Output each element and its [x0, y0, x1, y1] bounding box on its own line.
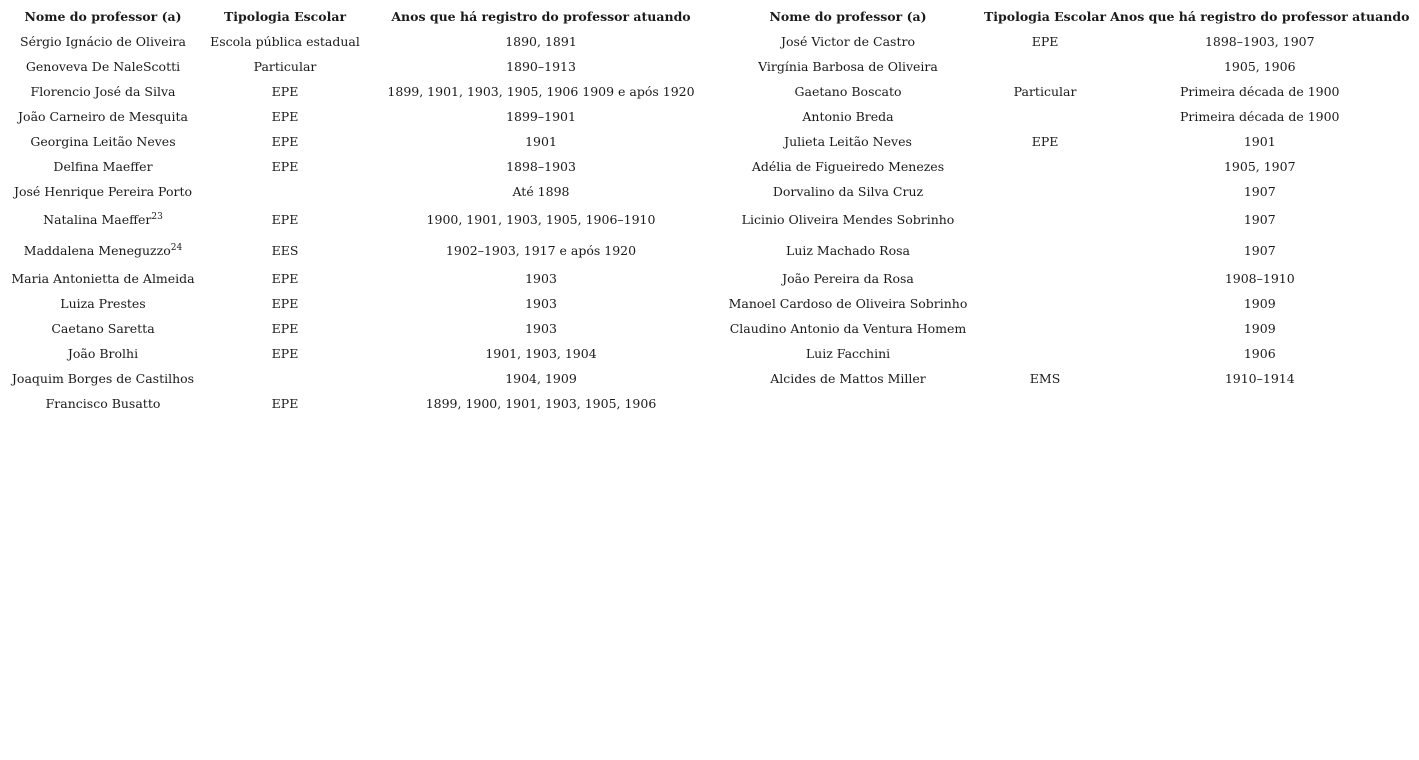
- teacher-name-text: Georgina Leitão Neves: [30, 134, 176, 149]
- footnote-marker: 24: [170, 242, 183, 253]
- years-cell: 1900, 1901, 1903, 1905, 1906–1910: [426, 212, 656, 227]
- school-type-cell: EPE: [1031, 134, 1059, 149]
- table-row: [4, 366, 1411, 391]
- header-teacher-name-left: Nome do professor (a): [24, 9, 182, 24]
- table-row: [4, 204, 1411, 235]
- years-cell: 1906: [1243, 346, 1276, 361]
- header-school-type-right: Tipologia Escolar: [984, 9, 1107, 24]
- teacher-name-cell: [4, 316, 202, 341]
- header-years-left: Anos que há registro do professor atuando: [391, 9, 691, 24]
- school-type-cell: EPE: [1031, 34, 1059, 49]
- header-years-right: Anos que há registro do professor atuando: [1110, 9, 1410, 24]
- teacher-name-cell: [4, 291, 202, 316]
- school-type-cell: EPE: [271, 396, 299, 411]
- school-type-cell: [982, 266, 1108, 291]
- school-type-cell: EPE: [271, 321, 299, 336]
- years-cell: 1898–1903, 1907: [1204, 34, 1315, 49]
- years-cell: [1108, 391, 1411, 416]
- teacher-name-text: José Henrique Pereira Porto: [13, 184, 193, 199]
- years-cell: 1903: [525, 296, 557, 311]
- school-type-cell: [982, 154, 1108, 179]
- table-row: [4, 29, 1411, 54]
- table-row: [4, 391, 1411, 416]
- school-type-cell: [982, 104, 1108, 129]
- school-type-cell: [982, 204, 1108, 235]
- years-cell: 1899, 1901, 1903, 1905, 1906 1909 e após 1920: [387, 84, 695, 99]
- years-cell: 1910–1914: [1224, 371, 1295, 386]
- years-cell: 1905, 1907: [1223, 159, 1296, 174]
- years-cell: Primeira década de 1900: [1180, 84, 1340, 99]
- years-cell: Até 1898: [512, 184, 570, 199]
- teacher-name-text: Maria Antonietta de Almeida: [11, 271, 195, 286]
- years-cell: 1902–1903, 1917 e após 1920: [445, 243, 637, 258]
- teacher-name-text: Genoveva De NaleScotti: [25, 59, 181, 74]
- school-type-cell: [982, 179, 1108, 204]
- teacher-name-cell: João Pereira da Rosa: [782, 271, 914, 286]
- teacher-name-cell: [714, 391, 982, 416]
- years-cell: 1898–1903: [506, 159, 576, 174]
- teacher-name-cell: Manoel Cardoso de Oliveira Sobrinho: [728, 296, 968, 311]
- years-cell: 1909: [1243, 321, 1276, 336]
- years-cell: 1904, 1909: [505, 371, 577, 386]
- table-row: [4, 54, 1411, 79]
- teacher-name-cell: [4, 366, 202, 391]
- years-cell: 1899–1901: [506, 109, 576, 124]
- teacher-name-text: João Carneiro de Mesquita: [18, 109, 188, 124]
- school-type-cell: [982, 235, 1108, 266]
- teacher-name-cell: Luiz Machado Rosa: [786, 243, 910, 258]
- teacher-name-cell: [4, 204, 202, 235]
- school-type-cell: Particular: [1013, 84, 1077, 99]
- teacher-name-text: Delfina Maeffer: [53, 159, 153, 174]
- table-row: [4, 291, 1411, 316]
- teacher-name-cell: Dorvalino da Silva Cruz: [772, 184, 924, 199]
- teacher-name-cell: [4, 54, 202, 79]
- years-cell: 1890, 1891: [505, 34, 577, 49]
- teacher-name-cell: [4, 179, 202, 204]
- teacher-name-cell: José Victor de Castro: [781, 34, 915, 49]
- header-row: [4, 4, 1411, 29]
- school-type-cell: EES: [271, 243, 299, 258]
- teacher-name-cell: Adélia de Figueiredo Menezes: [751, 159, 945, 174]
- years-cell: 1908–1910: [1224, 271, 1295, 286]
- teacher-name-cell: Virgínia Barbosa de Oliveira: [758, 59, 938, 74]
- years-cell: 1907: [1243, 184, 1276, 199]
- teacher-name-cell: Claudino Antonio da Ventura Homem: [729, 321, 967, 336]
- table-row: [4, 104, 1411, 129]
- years-cell: 1890–1913: [506, 59, 576, 74]
- table-row: [4, 341, 1411, 366]
- school-type-cell: [982, 316, 1108, 341]
- school-type-cell: EPE: [271, 296, 299, 311]
- table-row: [4, 79, 1411, 104]
- header-teacher-name-right: Nome do professor (a): [769, 9, 927, 24]
- school-type-cell: Escola pública estadual: [210, 34, 360, 49]
- teacher-name-cell: [4, 129, 202, 154]
- teacher-name-text: Sérgio Ignácio de Oliveira: [20, 34, 186, 49]
- school-type-cell: [982, 291, 1108, 316]
- teacher-name-text: João Brolhi: [67, 346, 139, 361]
- school-type-cell: [202, 179, 368, 204]
- school-type-cell: [982, 391, 1108, 416]
- table-row: [4, 179, 1411, 204]
- table-row: [4, 154, 1411, 179]
- school-type-cell: [982, 54, 1108, 79]
- years-cell: 1907: [1243, 243, 1276, 258]
- school-type-cell: EPE: [271, 84, 299, 99]
- school-type-cell: Particular: [253, 59, 317, 74]
- years-cell: 1907: [1243, 212, 1276, 227]
- teacher-name-text: Francisco Busatto: [45, 396, 161, 411]
- school-type-cell: [982, 341, 1108, 366]
- teacher-name-cell: [4, 104, 202, 129]
- school-type-cell: EPE: [271, 109, 299, 124]
- years-cell: 1901: [525, 134, 557, 149]
- teacher-name-text: Joaquim Borges de Castilhos: [11, 371, 195, 386]
- header-school-type-left: Tipologia Escolar: [223, 9, 347, 24]
- table-row: [4, 129, 1411, 154]
- table-row: [4, 235, 1411, 266]
- school-type-cell: EPE: [271, 134, 299, 149]
- table-row: [4, 316, 1411, 341]
- school-type-cell: EMS: [1029, 371, 1061, 386]
- teacher-name-cell: [4, 391, 202, 416]
- years-cell: Primeira década de 1900: [1180, 109, 1340, 124]
- teacher-name-text: Maddalena Meneguzzo: [23, 243, 171, 258]
- teacher-name-cell: Gaetano Boscato: [794, 84, 902, 99]
- teacher-name-text: Caetano Saretta: [51, 321, 155, 336]
- school-type-cell: EPE: [271, 159, 299, 174]
- teacher-name-cell: Licinio Oliveira Mendes Sobrinho: [741, 212, 955, 227]
- school-type-cell: EPE: [271, 346, 299, 361]
- teacher-name-cell: [4, 79, 202, 104]
- footnote-marker: 23: [151, 211, 163, 222]
- teacher-name-cell: [4, 341, 202, 366]
- years-cell: 1899, 1900, 1901, 1903, 1905, 1906: [425, 396, 657, 411]
- table-row: [4, 266, 1411, 291]
- teacher-name-cell: [4, 266, 202, 291]
- school-type-cell: EPE: [271, 271, 299, 286]
- teacher-name-cell: Julieta Leitão Neves: [784, 134, 912, 149]
- teacher-name-cell: [4, 154, 202, 179]
- years-cell: 1903: [525, 321, 557, 336]
- teacher-name-cell: [4, 29, 202, 54]
- years-cell: 1905, 1906: [1223, 59, 1296, 74]
- years-cell: 1901, 1903, 1904: [485, 346, 597, 361]
- teacher-name-text: Natalina Maeffer: [43, 212, 152, 227]
- teacher-name-cell: Luiz Facchini: [805, 346, 891, 361]
- years-cell: 1909: [1243, 296, 1276, 311]
- teachers-table: [4, 4, 1411, 416]
- school-type-cell: EPE: [271, 212, 299, 227]
- years-cell: 1903: [525, 271, 557, 286]
- teacher-name-text: Luiza Prestes: [60, 296, 146, 311]
- teacher-name-cell: Alcides de Mattos Miller: [770, 371, 926, 386]
- teacher-name-cell: [4, 235, 202, 266]
- school-type-cell: [202, 366, 368, 391]
- teacher-name-text: Florencio José da Silva: [30, 84, 176, 99]
- teacher-name-cell: Antonio Breda: [802, 109, 894, 124]
- years-cell: 1901: [1243, 134, 1276, 149]
